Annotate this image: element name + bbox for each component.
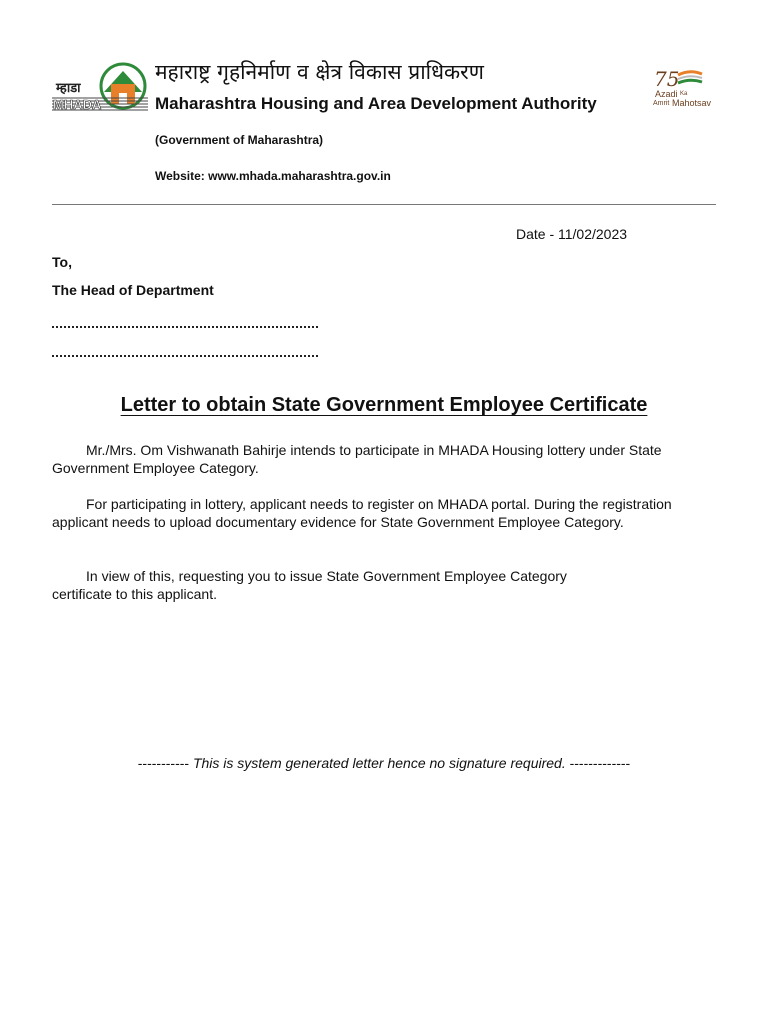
salutation: To, <box>52 254 72 270</box>
badge-line3: Amrit <box>653 100 670 107</box>
footer-note-text: This is system generated letter hence no signature required. <box>192 755 566 771</box>
azadi-ka-amrit-mahotsav-logo <box>652 66 716 110</box>
recipient: The Head of Department <box>52 282 214 298</box>
logo-text-english: MHADA <box>53 97 102 112</box>
government-label: (Government of Maharashtra) <box>155 133 324 147</box>
mhada-logo <box>52 62 148 114</box>
address-line-1 <box>52 326 318 328</box>
website-label: Website: www.mhada.maharashtra.gov.in <box>155 169 391 183</box>
footer-dashes-left: ----------- <box>137 755 190 771</box>
letter-title-text: Letter to obtain State Government Employee Certificate <box>120 394 648 416</box>
letter-title <box>0 394 768 417</box>
badge-number: 75 <box>654 67 680 91</box>
badge-line2: Ka <box>680 91 688 97</box>
paragraph-2: For participating in lottery, applicant needs to register on MHADA portal. During the registration applicant needs to upload documentary evidence for State Government Employee Category. <box>52 496 672 530</box>
footer-dashes-right: ------------- <box>569 755 631 771</box>
paragraph-3: In view of this, requesting you to issue State Government Employee Category certificate to this applicant. <box>52 568 567 602</box>
logo-text-hindi: म्हाडा <box>56 81 81 96</box>
org-name-marathi: महाराष्ट्र गृहनिर्माण व क्षेत्र विकास प्राधिकरण <box>155 60 484 84</box>
address-line-2 <box>52 355 318 357</box>
letter-date: Date - 11/02/2023 <box>516 226 628 242</box>
org-name-english: Maharashtra Housing and Area Development Authority <box>155 94 597 113</box>
header-divider <box>52 204 716 205</box>
footer-note <box>0 755 768 771</box>
paragraph-1: Mr./Mrs. Om Vishwanath Bahirje intends to participate in MHADA Housing lottery under State Government Employee Category. <box>52 442 662 476</box>
badge-line4: Mahotsav <box>672 98 712 108</box>
badge-line1: Azadi <box>655 89 678 99</box>
